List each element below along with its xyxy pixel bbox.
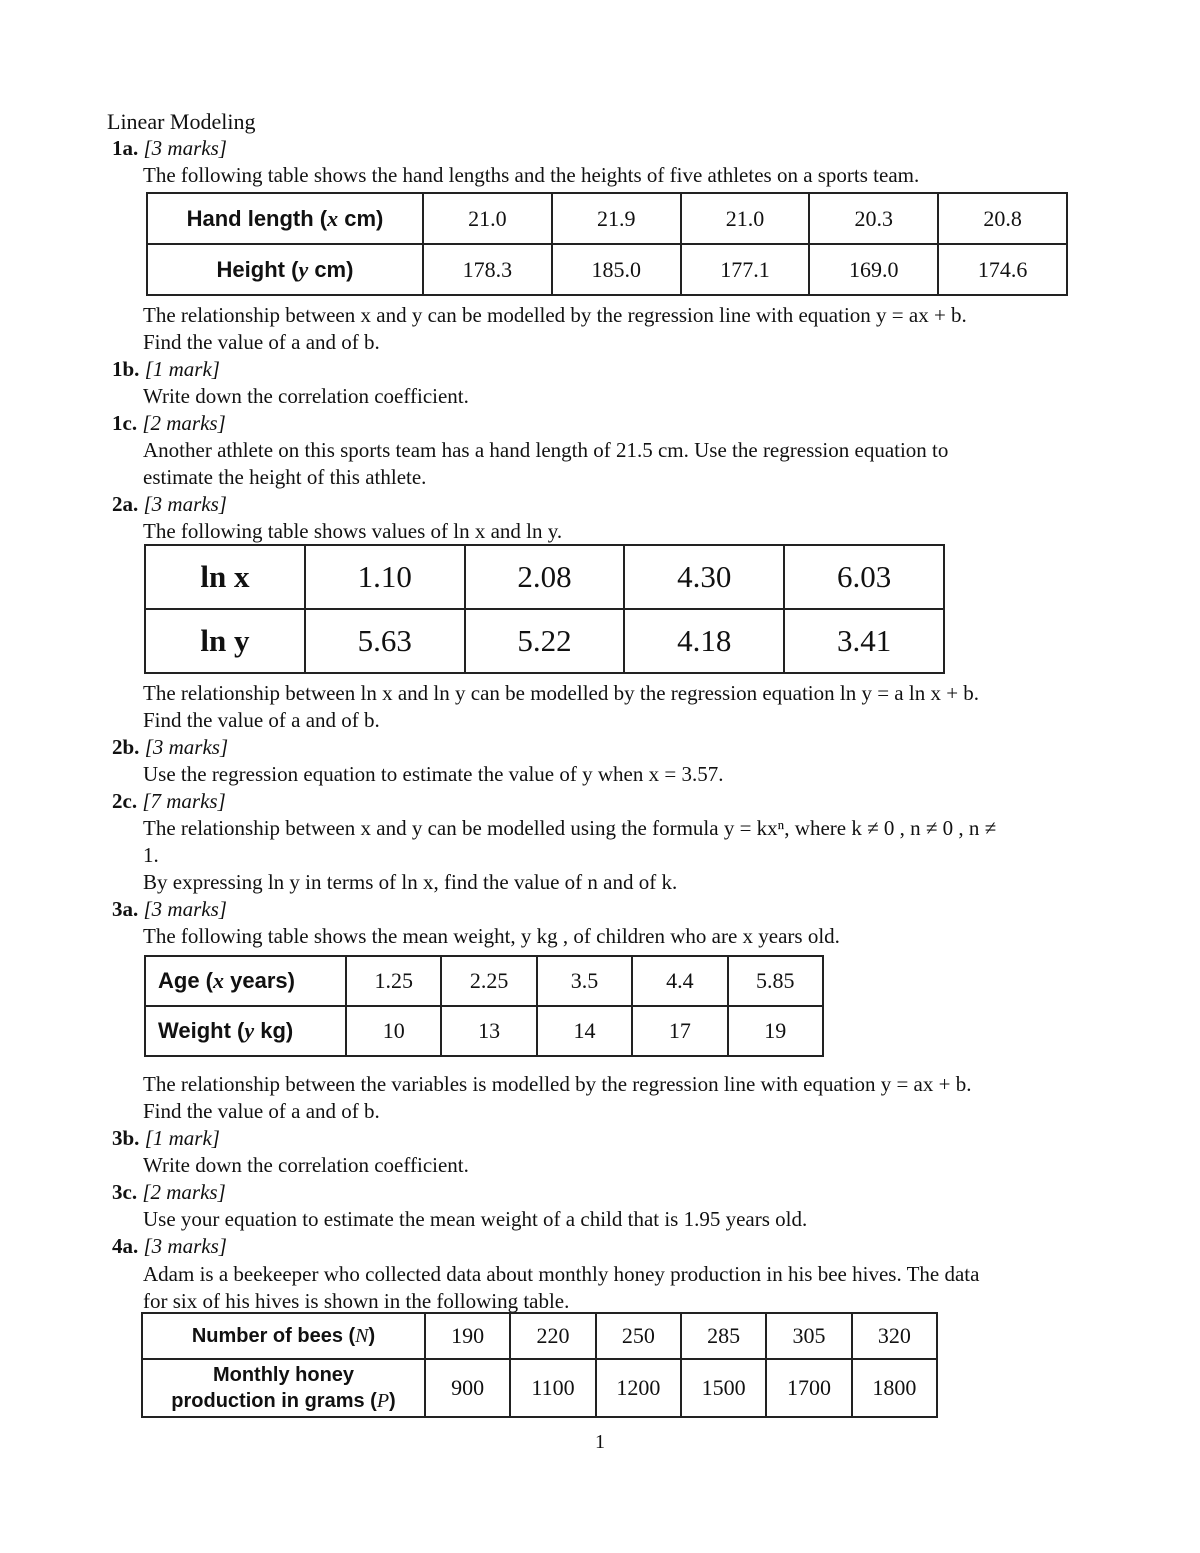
question-3b-header [112,1125,220,1152]
table-row [147,244,1067,295]
table-row [145,1006,823,1056]
table-cell: 285 [681,1313,766,1359]
table-cell: 5.22 [465,609,625,673]
question-2b-header [112,734,228,761]
table-row [142,1359,937,1417]
table-cell: 169.0 [809,244,938,295]
question-1b-text: Write down the correlation coefficient. [143,384,469,408]
table-cell: 4.30 [624,545,784,609]
age-weight-table [144,955,824,1057]
row-header-ln-y: ln y [145,609,305,673]
question-marks: [3 marks] [144,735,229,759]
table-cell: 4.18 [624,609,784,673]
table-cell: 2.08 [465,545,625,609]
row-header-weight: Weight (y kg) [145,1006,346,1056]
table-cell: 320 [852,1313,937,1359]
table-cell: 20.3 [809,193,938,244]
question-3c-header [112,1179,226,1206]
table-cell: 250 [596,1313,681,1359]
table-cell: 20.8 [938,193,1067,244]
table-cell: 17 [632,1006,727,1056]
table-cell: 1100 [510,1359,595,1417]
table-cell: 5.63 [305,609,465,673]
question-3c-text: Use your equation to estimate the mean weight of a child that is 1.95 years old. [143,1207,808,1231]
question-3a-intro: The following table shows the mean weight, y kg , of children who are x years old. [143,924,840,948]
question-number: 2c. [112,789,138,813]
table-cell: 1.25 [346,956,441,1006]
question-1c-header [112,410,226,437]
question-1a-task: Find the value of a and of b. [143,330,380,354]
table-cell: 900 [425,1359,510,1417]
question-marks: [3 marks] [143,136,227,160]
table-cell: 1.10 [305,545,465,609]
table-cell: 5.85 [728,956,823,1006]
table-cell: 2.25 [441,956,536,1006]
question-4a-header [112,1233,227,1260]
question-2a-intro: The following table shows values of ln x and ln y. [143,519,563,543]
question-number: 3c. [112,1180,138,1204]
question-1c-text-cont: estimate the height of this athlete. [143,465,427,489]
question-number: 3b. [112,1126,140,1150]
question-2c-task: By expressing ln y in terms of ln x, find the value of n and of k. [143,870,678,894]
page-number: 1 [595,1431,605,1453]
table-row [147,193,1067,244]
row-header-age: Age (x years) [145,956,346,1006]
question-3a-header [112,896,227,923]
question-2b-text: Use the regression equation to estimate the value of y when x = 3.57. [143,762,724,786]
table-cell: 190 [425,1313,510,1359]
table-cell: 3.5 [537,956,632,1006]
question-4a-text: Adam is a beekeeper who collected data about monthly honey production in his bee hives. The data [143,1262,980,1286]
question-2c-text-cont: 1. [143,843,159,867]
question-4a-text-cont: for six of his hives is shown in the following table. [143,1289,570,1313]
question-marks: [7 marks] [142,789,226,813]
table-cell: 305 [766,1313,851,1359]
question-2a-text: The relationship between ln x and ln y can be modelled by the regression equation ln y = a ln x + b. [143,681,980,705]
question-number: 2a. [112,492,139,516]
question-marks: [2 marks] [142,1180,226,1204]
table-row [145,956,823,1006]
table-cell: 178.3 [423,244,552,295]
question-2c-header [112,788,226,815]
row-header-hand-length: Hand length (x cm) [147,193,423,244]
table-row [145,545,944,609]
row-header-number-of-bees: Number of bees (N) [142,1313,425,1359]
row-header-ln-x: ln x [145,545,305,609]
question-1c-text: Another athlete on this sports team has a hand length of 21.5 cm. Use the regression equation to [143,438,949,462]
question-number: 1a. [112,136,139,160]
question-2c-text: The relationship between x and y can be modelled using the formula y = kxⁿ, where k ≠ 0 , n ≠ 0 , n ≠ [143,816,997,840]
question-2a-task: Find the value of a and of b. [143,708,380,732]
table-cell: 185.0 [552,244,681,295]
table-cell: 3.41 [784,609,944,673]
question-1a-intro: The following table shows the hand lengths and the heights of five athletes on a sports team. [143,163,920,187]
table-cell: 1500 [681,1359,766,1417]
table-cell: 1800 [852,1359,937,1417]
question-number: 1b. [112,357,140,381]
table-cell: 1200 [596,1359,681,1417]
question-2a-header [112,491,227,518]
document-title: Linear Modeling [107,109,256,134]
table-row [145,609,944,673]
question-marks: [1 mark] [144,1126,220,1150]
question-marks: [2 marks] [142,411,226,435]
row-header-height: Height (y cm) [147,244,423,295]
question-3a-text: The relationship between the variables is modelled by the regression line with equation y = ax + b. [143,1072,972,1096]
question-marks: [3 marks] [143,1234,227,1258]
table-cell: 6.03 [784,545,944,609]
question-number: 4a. [112,1234,139,1258]
question-number: 2b. [112,735,140,759]
table-cell: 4.4 [632,956,727,1006]
question-number: 3a. [112,897,139,921]
table-row [142,1313,937,1359]
table-cell: 21.0 [681,193,810,244]
table-cell: 174.6 [938,244,1067,295]
question-number: 1c. [112,411,138,435]
question-marks: [3 marks] [143,492,227,516]
question-3b-text: Write down the correlation coefficient. [143,1153,469,1177]
table-cell: 13 [441,1006,536,1056]
table-cell: 21.9 [552,193,681,244]
question-1b-header [112,356,220,383]
table-cell: 10 [346,1006,441,1056]
table-cell: 21.0 [423,193,552,244]
row-header-monthly-honey: Monthly honey production in grams (P) [142,1359,425,1417]
question-marks: [1 mark] [144,357,220,381]
log-values-table [144,544,945,674]
table-cell: 14 [537,1006,632,1056]
question-1a-header [112,135,227,162]
question-marks: [3 marks] [143,897,227,921]
question-1a-text: The relationship between x and y can be modelled by the regression line with equation y = ax + b. [143,303,967,327]
table-cell: 220 [510,1313,595,1359]
table-cell: 177.1 [681,244,810,295]
bees-honey-table [141,1312,938,1418]
hand-height-table [146,192,1068,296]
question-3a-task: Find the value of a and of b. [143,1099,380,1123]
table-cell: 19 [728,1006,823,1056]
table-cell: 1700 [766,1359,851,1417]
